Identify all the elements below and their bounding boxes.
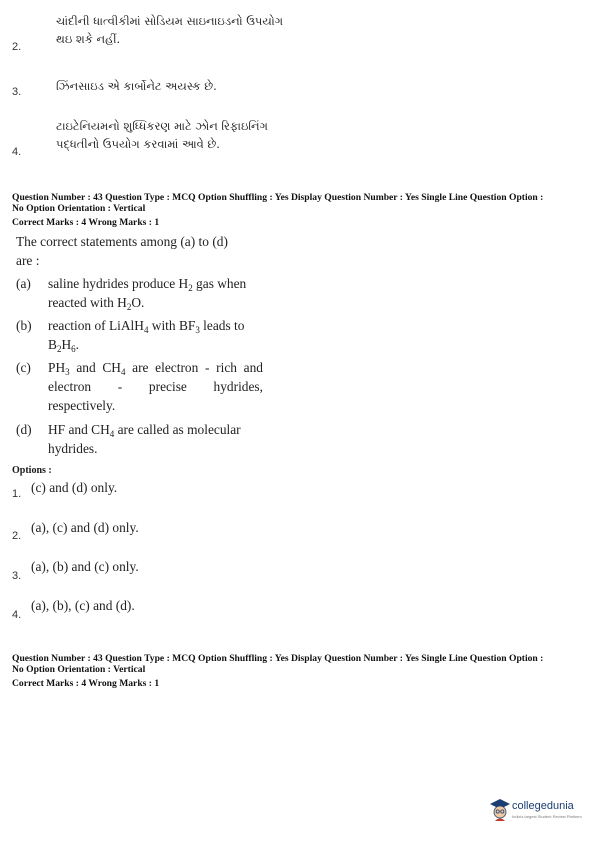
- statement-text: HF and $CH_4$ are called as molecular hydrides.: [48, 422, 241, 456]
- statement-text: reaction of LiAlH$_4$ with $BF_3$ leads to $B_2H_6$.: [48, 318, 245, 354]
- graduate-avatar-icon: [489, 797, 511, 823]
- statement-label: (b): [16, 318, 32, 333]
- gujarati-option-line: ચાંદીની ધાત્વીકીમાં સોડિયમ સાઇનાઇડનો ઉપયોગ: [56, 14, 284, 28]
- statement-text: saline hydrides produce $H_2$ gas when reacted with $H_2O$.: [48, 276, 247, 312]
- collegedunia-logo: [489, 797, 589, 827]
- gujarati-option-number: 3.: [12, 86, 22, 98]
- logo-tagline: India's largest Student Review Platform: [512, 814, 582, 819]
- statement-a: [16, 274, 276, 314]
- option-number: 2.: [12, 530, 22, 542]
- gujarati-option-2: [56, 12, 286, 48]
- question-meta-line: Question Number : 43 Question Type : MCQ Option Shuffling : Yes Display Question Number : Yes Single Line Question Option :: [12, 653, 544, 664]
- statement-label: (d): [16, 422, 32, 437]
- option-number: 1.: [12, 488, 22, 500]
- statement-label: (c): [16, 360, 31, 375]
- option-4[interactable]: (a), (b), (c) and (d).: [31, 598, 135, 613]
- option-3[interactable]: (a), (b) and (c) only.: [31, 559, 139, 574]
- question-header: [12, 192, 587, 228]
- statement-b: [16, 316, 276, 356]
- marks-line: Correct Marks : 4 Wrong Marks : 1: [12, 678, 160, 689]
- gujarati-option-line: પદ્ધતીનો ઉપયોગ કરવામાં આવે છે.: [56, 137, 220, 151]
- options-label: Options :: [12, 465, 52, 476]
- gujarati-option-3: [56, 77, 286, 95]
- logo-wordmark: collegedunia: [512, 800, 574, 812]
- option-1[interactable]: (c) and (d) only.: [31, 480, 118, 495]
- statement-text: $PH_3$ and $CH_4$ are electron - rich and electron - precise hydrides, respectively.: [48, 360, 263, 413]
- next-question-header: [12, 653, 587, 689]
- gujarati-option-line: ટાઇટેનિયમનો શુધ્ધિકરણ માટે ઝોન રિફાઇનિંગ: [56, 119, 268, 133]
- question-meta-line: No Option Orientation : Vertical: [12, 664, 146, 675]
- question-meta-line: No Option Orientation : Vertical: [12, 203, 146, 214]
- option-number: 4.: [12, 609, 22, 621]
- marks-line: Correct Marks : 4 Wrong Marks : 1: [12, 217, 160, 228]
- gujarati-option-number: 4.: [12, 146, 22, 158]
- option-number: 3.: [12, 570, 22, 582]
- statement-c: [16, 358, 276, 418]
- statement-d: [16, 420, 276, 460]
- question-meta-line: Question Number : 43 Question Type : MCQ Option Shuffling : Yes Display Question Number : Yes Single Line Question Option :: [12, 192, 544, 203]
- gujarati-option-4: [56, 117, 286, 153]
- gujarati-option-number: 2.: [12, 41, 22, 53]
- gujarati-option-line: થઇ શકે નહીં.: [56, 32, 121, 46]
- statement-label: (a): [16, 276, 31, 291]
- gujarati-option-line: ઝિંનસાઇડ એ કાર્બોનેટ અયસ્ક છે.: [56, 79, 217, 93]
- question-stem-line: The correct statements among (a) to (d): [16, 234, 228, 249]
- question-stem: [16, 232, 266, 270]
- question-stem-line: are :: [16, 253, 40, 268]
- option-2[interactable]: (a), (c) and (d) only.: [31, 520, 139, 535]
